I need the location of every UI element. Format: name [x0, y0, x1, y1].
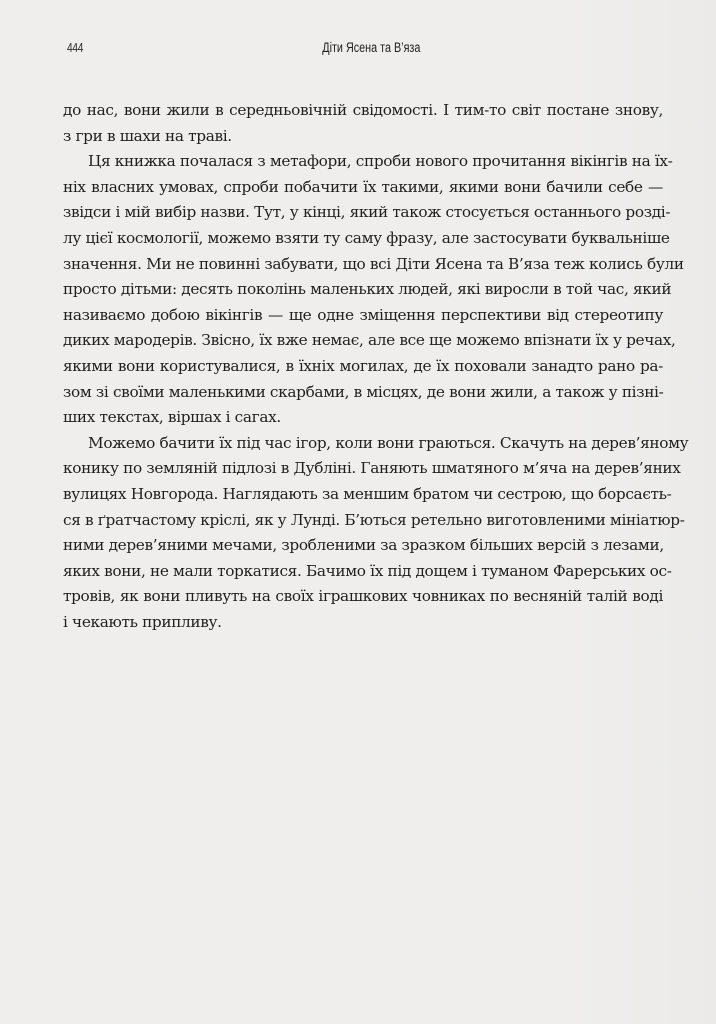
text-line: значення. Ми не повинні забувати, що всі Діти Ясена та В’яза теж колись були	[63, 254, 684, 273]
text-line: ніх власних умовах, спроби побачити їх такими, якими вони бачили себе —	[63, 177, 663, 196]
running-title-text: Діти Ясена та В’яза	[321, 40, 421, 55]
text-line: диких мародерів. Звісно, їх вже немає, але все ще можемо впізнати їх у речах,	[63, 331, 676, 350]
text-line: яких вони, не мали торкатися. Бачимо їх під дощем і туманом Фарерських ос-	[63, 561, 672, 580]
page-number: 444	[67, 40, 84, 55]
text-line: звідси і мій вибір назви. Тут, у кінці, який також стосується останнього розді-	[63, 203, 671, 222]
text-line: ними дерев’яними мечами, зробленими за зразком більших версій з лезами,	[63, 536, 664, 555]
text-line: тровів, як вони пливуть на своїх іграшкових човниках по весняній талій воді	[63, 587, 663, 606]
paragraph-2	[63, 149, 684, 431]
paragraph-3	[63, 431, 689, 636]
text-line: до нас, вони жили в середньовічній свідомості. І тим-то світ постане знову,	[63, 101, 663, 119]
text-line: лу цієї космології, можемо взяти ту саму фразу, але застосувати буквальніше	[63, 228, 670, 247]
paragraph-1	[63, 98, 663, 149]
text-line: ся в ґратчастому кріслі, як у Лунді. Б’ються ретельно виготовленими мініатюр-	[63, 510, 685, 529]
text-line: вулицях Новгорода. Наглядають за меншим братом чи сестрою, що борсаєть-	[63, 484, 672, 503]
body-text	[63, 98, 689, 635]
text-line: з гри в шахи на траві.	[63, 126, 232, 145]
text-line: зом зі своїми маленькими скарбами, в місцях, де вони жили, а також у пізні-	[63, 382, 664, 401]
text-line: Можемо бачити їх під час ігор, коли вони граються. Скачуть на дерев’яному	[88, 433, 689, 452]
text-line: якими вони користувалися, в їхніх могилах, де їх поховали занадто рано ра-	[63, 356, 663, 375]
running-head	[0, 40, 716, 60]
running-title	[0, 40, 716, 55]
text-line: ших текстах, віршах і сагах.	[63, 408, 281, 427]
text-line: називаємо добою вікінгів — ще одне зміщення перспективи від стереотипу	[63, 305, 663, 324]
text-line: і чекають припливу.	[63, 612, 222, 631]
text-line: Ця книжка почалася з метафори, спроби нового прочитання вікінгів на їх-	[88, 152, 673, 171]
text-line: конику по земляній підлозі в Дубліні. Ганяють шматяного м’яча на дерев’яних	[63, 459, 681, 478]
text-line: просто дітьми: десять поколінь маленьких людей, які виросли в той час, який	[63, 280, 672, 299]
